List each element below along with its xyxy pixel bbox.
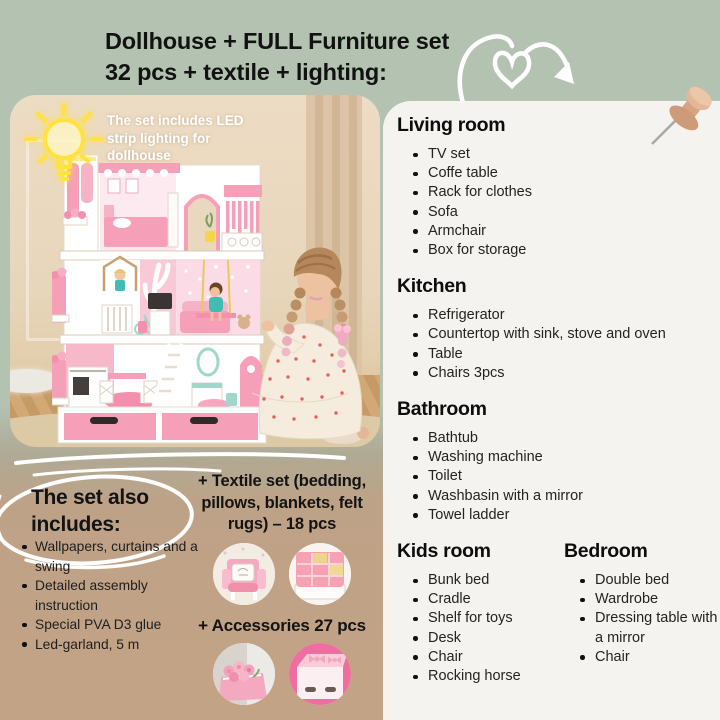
furniture-item: Sofa (428, 203, 711, 222)
accessories-photo-roses (213, 643, 275, 705)
textile-photo-armchair (213, 543, 275, 605)
pushpin-icon (644, 84, 720, 150)
title-line-1: Dollhouse + FULL Furniture set (105, 28, 450, 54)
section-heading: Kitchen (397, 275, 467, 298)
furniture-item: Wardrobe (595, 590, 720, 609)
photo-overlay-text: The set includes LED strip lighting for dollhouse (107, 113, 244, 163)
heart-arrow-doodle-icon (452, 16, 580, 110)
furniture-item: Double bed (595, 571, 720, 590)
accessories-label: + Accessories 27 pcs (198, 615, 366, 635)
furniture-item: TV set (428, 145, 711, 164)
furniture-item: Chairs 3pcs (428, 364, 711, 383)
textile-set-label: + Textile set (bedding, pillows, blankets, felt rugs) – 18 pcs (198, 472, 366, 533)
furniture-item: Chair (428, 648, 550, 667)
furniture-item: Desk (428, 629, 550, 648)
included-item: Led-garland, 5 m (35, 635, 199, 655)
textile-photo-blanket (289, 543, 351, 605)
also-includes-list (14, 537, 199, 654)
section-kids-room (397, 540, 550, 701)
section-heading: Bedroom (564, 540, 648, 563)
furniture-item: Washing machine (428, 448, 711, 467)
furniture-item: Rocking horse (428, 667, 550, 686)
furniture-item: Table (428, 345, 711, 364)
title-line-2: 32 pcs + textile + lighting: (105, 59, 387, 85)
furniture-item: Toilet (428, 467, 711, 486)
section-heading: Bathroom (397, 398, 487, 421)
section-bedroom (564, 540, 720, 701)
furniture-item: Cradle (428, 590, 550, 609)
page-title (105, 26, 449, 88)
extras-column (189, 471, 375, 705)
included-item: Special PVA D3 glue (35, 615, 199, 635)
lightbulb-icon (16, 97, 112, 197)
furniture-item: Towel ladder (428, 506, 711, 525)
furniture-item: Coffe table (428, 164, 711, 183)
furniture-list-panel (383, 101, 720, 720)
furniture-item: Shelf for toys (428, 609, 550, 628)
section-heading: Kids room (397, 540, 491, 563)
furniture-item: Dressing table with a mirror (595, 609, 720, 647)
section-kitchen (397, 275, 720, 383)
furniture-item: Chair (595, 648, 720, 667)
also-includes-heading: The set also includes: (31, 486, 149, 536)
furniture-item: Box for storage (428, 241, 711, 260)
furniture-item: Bunk bed (428, 571, 550, 590)
included-item: Detailed assembly instruction (35, 576, 199, 615)
furniture-item: Armchair (428, 222, 711, 241)
section-bathroom (397, 398, 720, 525)
included-item: Wallpapers, curtains and a swing (35, 537, 199, 576)
accessories-photo-box (289, 643, 351, 705)
furniture-item: Washbasin with a mirror (428, 487, 711, 506)
girl-illustration (230, 241, 378, 445)
furniture-item: Bathtub (428, 429, 711, 448)
furniture-item: Refrigerator (428, 306, 711, 325)
furniture-item: Countertop with sink, stove and oven (428, 325, 711, 344)
section-heading: Living room (397, 114, 506, 136)
furniture-item: Rack for clothes (428, 183, 711, 202)
dollhouse-photo (10, 95, 380, 447)
